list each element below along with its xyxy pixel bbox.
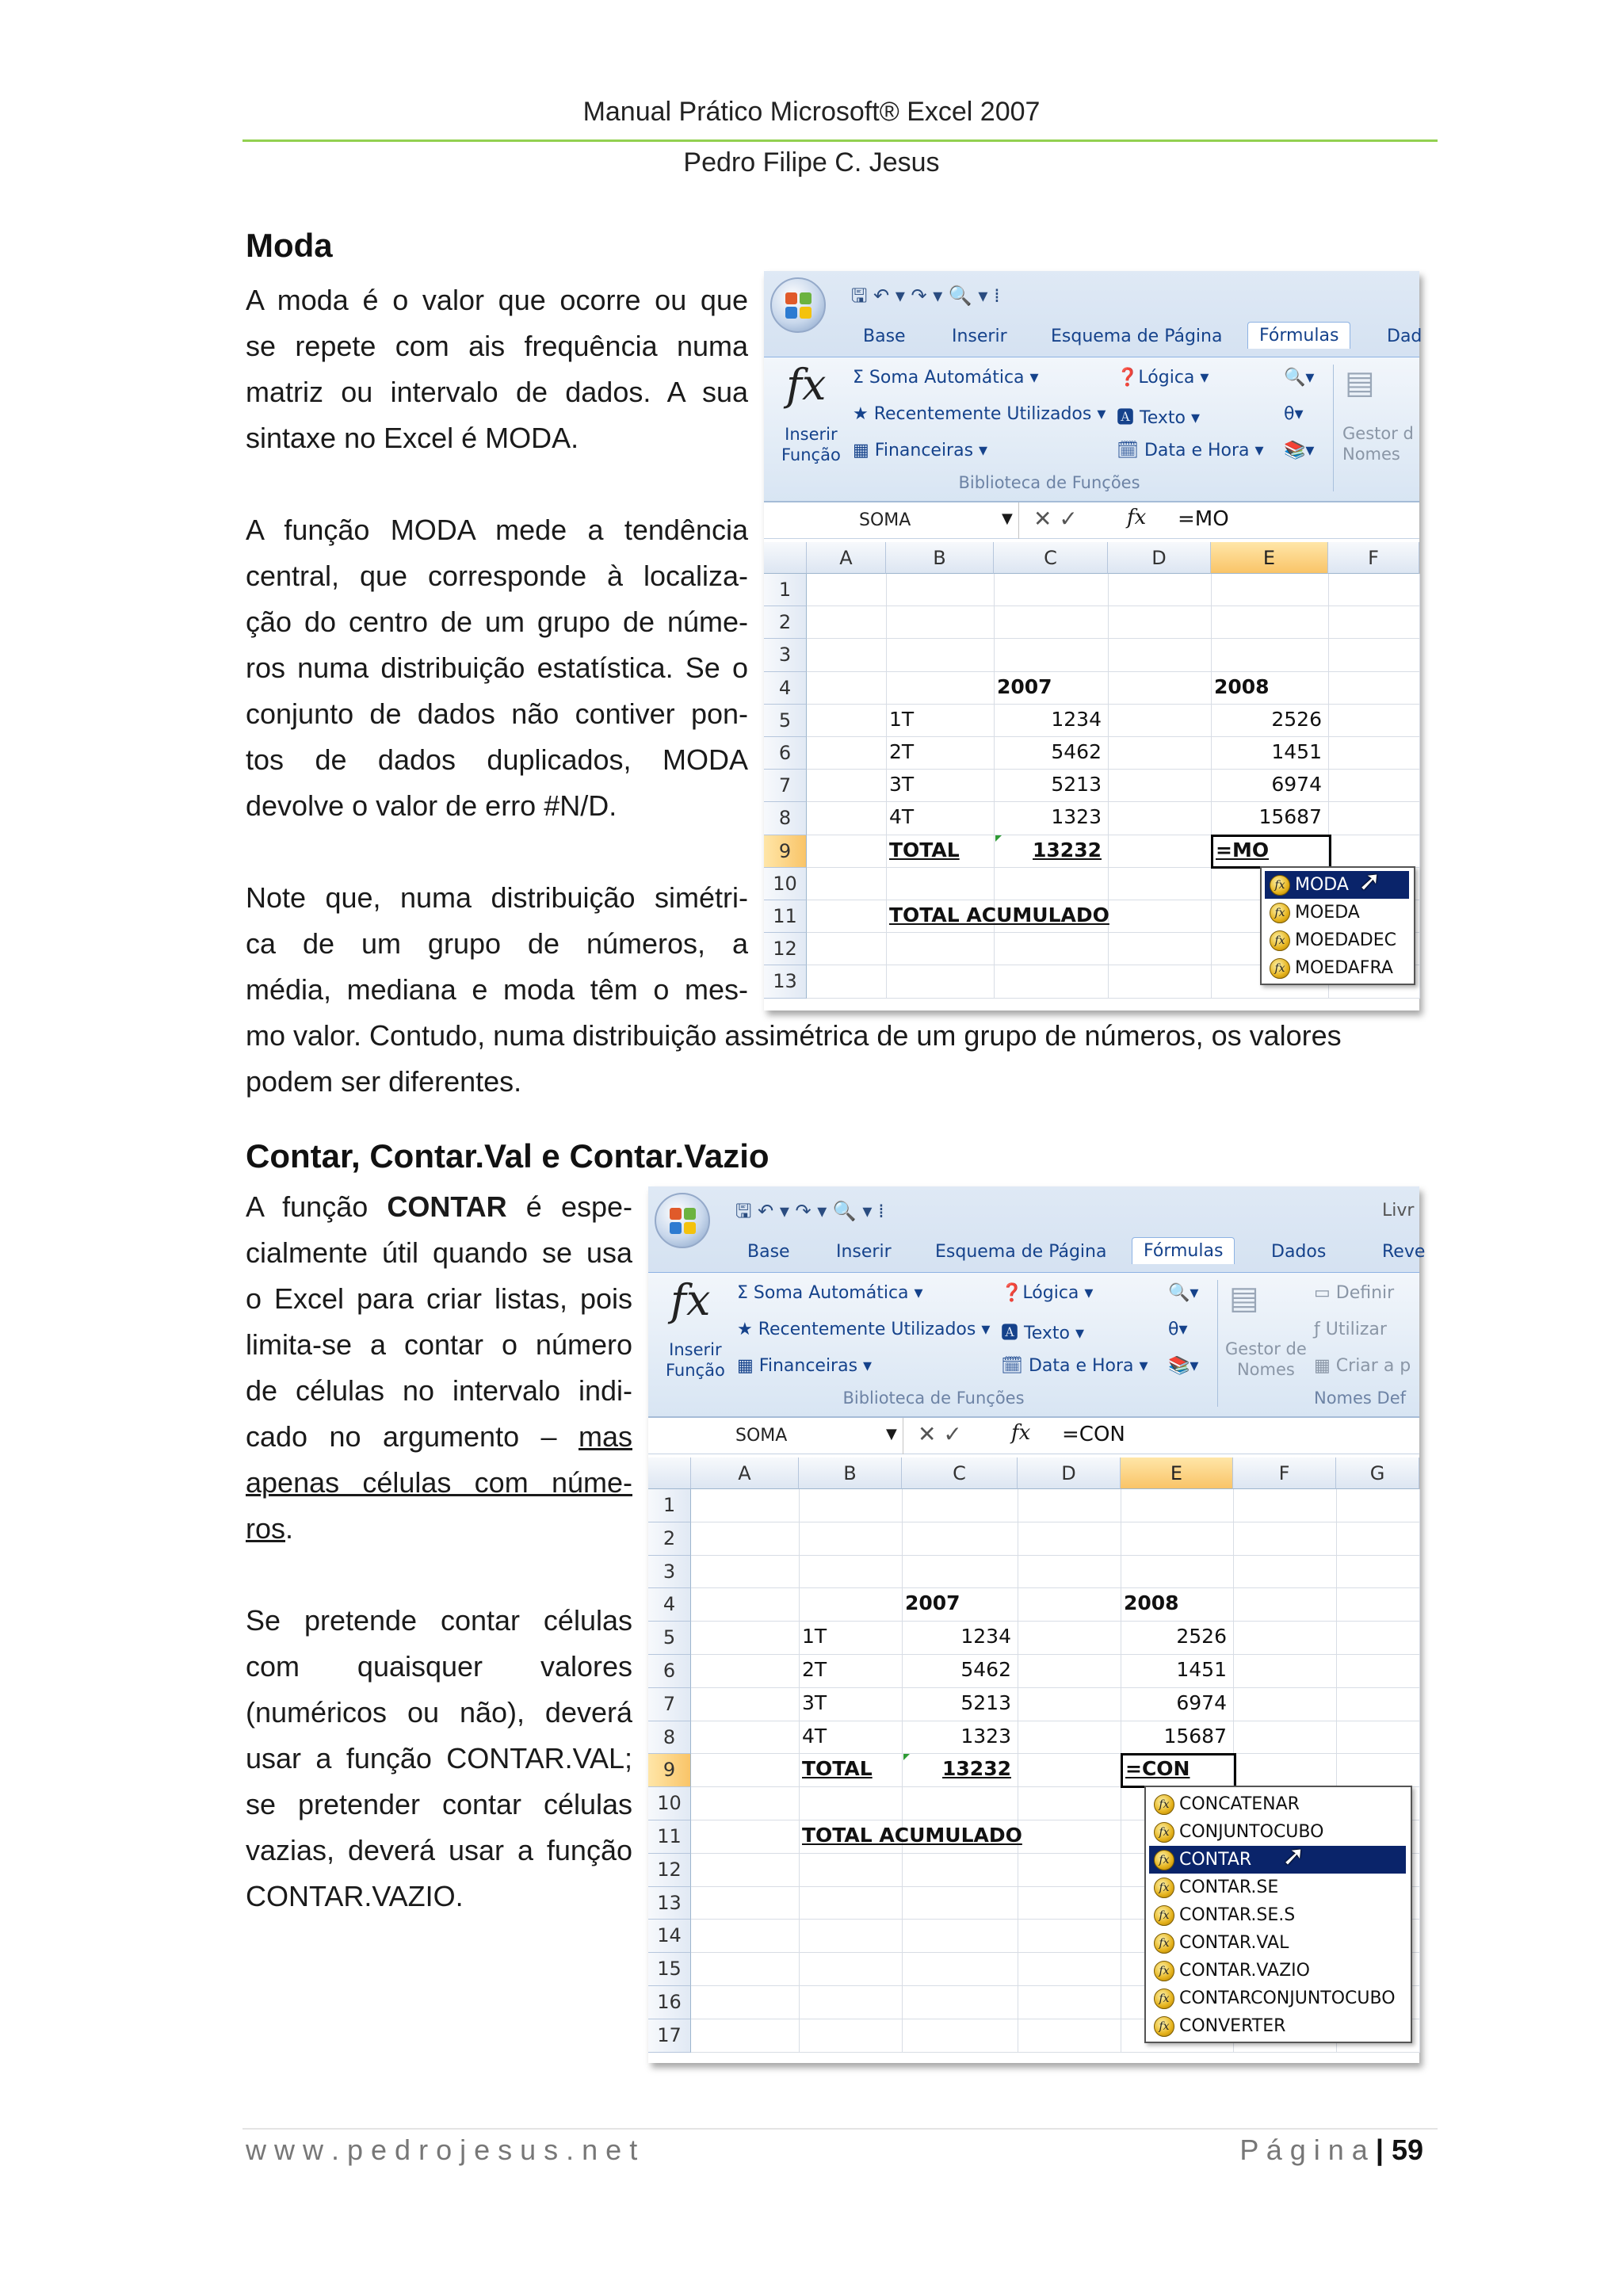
mouse-cursor-icon: ➚ — [1282, 1840, 1305, 1873]
function-icon: fx — [1154, 1850, 1174, 1870]
row-header[interactable]: 4 — [764, 672, 807, 705]
column-header[interactable]: F — [1328, 542, 1419, 574]
window-title: Livr — [1382, 1201, 1415, 1221]
tab-dados[interactable]: Dados — [1271, 1242, 1327, 1262]
text-button[interactable]: 🅰 Texto ▾ — [1117, 408, 1200, 428]
quick-access-toolbar[interactable]: 🖫 ↶ ▾ ↷ ▾ 🔍 ▾ ⁞ — [851, 285, 1000, 307]
grid-line — [807, 638, 1419, 639]
financial-icon: ▦ — [853, 441, 875, 460]
text-line: com quaisquer valores — [246, 1650, 632, 1683]
function-icon: fx — [1154, 1933, 1174, 1954]
use-in-formula-button[interactable]: ƒ Utilizar — [1314, 1320, 1387, 1339]
text-line: vazias, deverá usar a função — [246, 1834, 632, 1866]
more-functions-button[interactable]: 📚▾ — [1168, 1356, 1199, 1376]
lookup-button[interactable]: 🔍▾ — [1168, 1283, 1199, 1303]
grid-line — [807, 704, 1419, 705]
row-header[interactable]: 14 — [648, 1920, 691, 1953]
row-header[interactable]: 12 — [764, 933, 807, 965]
text-line: média, mediana e moda têm o mes- — [246, 973, 748, 1006]
tab-base[interactable]: Base — [747, 1242, 790, 1262]
text-line: Se pretende contar células — [246, 1604, 632, 1637]
formula-buttons[interactable]: ✕ ✓ — [918, 1421, 962, 1447]
name-manager-button[interactable]: Gestor d Nomes — [1342, 424, 1414, 464]
cell-value[interactable]: 5462 — [1051, 740, 1102, 763]
name-box[interactable]: SOMA — [764, 502, 1019, 539]
recent-button[interactable]: ★ Recentemente Utilizados ▾ — [737, 1320, 991, 1339]
error-indicator — [995, 835, 1002, 842]
footer-page: P á g i n a | 59 — [1239, 2134, 1423, 2166]
cell-quarter[interactable]: 1T — [889, 707, 915, 731]
define-name-button[interactable]: ▭ Definir — [1314, 1283, 1395, 1303]
recent-icon: ★ — [737, 1320, 758, 1339]
tab-esquema[interactable]: Esquema de Página — [935, 1242, 1107, 1262]
function-icon: fx — [1270, 875, 1290, 896]
row-header[interactable]: 7 — [764, 770, 807, 802]
row-header[interactable]: 8 — [764, 802, 807, 835]
row-header[interactable]: 11 — [764, 900, 807, 933]
autocomplete-item[interactable]: fx MOEDAFRA — [1265, 954, 1409, 982]
header-rule — [242, 139, 1438, 142]
page-number: 59 — [1391, 2134, 1423, 2166]
cell-value[interactable]: 6974 — [1271, 773, 1322, 797]
autocomplete-item[interactable]: fx CONTAR.SE.S — [1149, 1901, 1406, 1929]
cell-total-value[interactable]: 13232 — [942, 1757, 1011, 1781]
text-line: A função MODA mede a tendência — [246, 514, 748, 546]
insert-function-button[interactable]: Inserir Função — [781, 425, 841, 464]
name-manager-icon: ▤ — [1229, 1280, 1259, 1316]
lookup-button[interactable]: 🔍▾ — [1284, 368, 1315, 388]
text-line: mo valor. Contudo, numa distribuição assimétrica de um grupo de números, os valores — [246, 1019, 1342, 1052]
row-header[interactable]: 5 — [648, 1622, 691, 1655]
cell-total-label[interactable]: TOTAL — [802, 1757, 873, 1781]
text-line: A moda é o valor que ocorre ou que — [246, 284, 748, 316]
function-icon: fx — [1154, 1822, 1174, 1843]
select-all-corner[interactable] — [648, 1457, 691, 1489]
tab-rever[interactable]: Reve — [1382, 1242, 1426, 1262]
function-icon: fx — [1154, 1988, 1174, 2009]
office-button[interactable] — [770, 277, 826, 333]
tab-formulas[interactable]: Fórmulas — [1132, 1237, 1235, 1264]
document-title: Manual Prático Microsoft® Excel 2007 — [582, 97, 1041, 127]
autocomplete-item[interactable]: fx MOEDADEC — [1265, 926, 1409, 954]
cell-value[interactable]: 1323 — [960, 1724, 1011, 1748]
tab-inserir[interactable]: Inserir — [952, 327, 1007, 346]
function-library-label: Biblioteca de Funções — [842, 1389, 1025, 1408]
text-icon: 🅰 — [1001, 1324, 1024, 1343]
autocomplete-list[interactable] — [1260, 866, 1415, 985]
math-button[interactable]: θ▾ — [1284, 404, 1304, 424]
text-button[interactable]: 🅰 Texto ▾ — [1001, 1324, 1084, 1343]
name-manager-button[interactable]: Gestor de Nomes — [1225, 1339, 1307, 1379]
row-header[interactable]: 10 — [764, 868, 807, 900]
row-header[interactable]: 4 — [648, 1588, 691, 1622]
datetime-button[interactable]: 🗓 Data e Hora ▾ — [1117, 441, 1264, 460]
function-icon: fx — [1154, 1905, 1174, 1926]
cell-quarter[interactable]: 1T — [802, 1625, 827, 1648]
formula-input[interactable]: =MO — [1178, 507, 1229, 531]
function-icon: fx — [1270, 903, 1290, 923]
name-manager-icon: ▤ — [1345, 365, 1375, 401]
grid-line — [807, 736, 1419, 737]
tab-dados[interactable]: Dad — [1387, 327, 1423, 346]
cell-value[interactable]: 15687 — [1258, 805, 1322, 829]
defined-names-label: Nomes Def — [1314, 1389, 1407, 1408]
datetime-icon: 🗓 — [1117, 441, 1144, 460]
spreadsheet-grid[interactable] — [648, 1457, 1419, 2063]
text-line: se repete com ais frequência numa — [246, 330, 748, 362]
text-line: limita-se a contar o número — [246, 1328, 632, 1361]
section-heading-contar: Contar, Contar.Val e Contar.Vazio — [246, 1137, 769, 1175]
function-icon: fx — [1270, 930, 1290, 951]
math-button[interactable]: θ▾ — [1168, 1320, 1188, 1339]
fx-icon[interactable]: fx — [1011, 1421, 1031, 1445]
function-library-label: Biblioteca de Funções — [958, 473, 1140, 492]
text-line: ros numa distribuição estatística. Se o — [246, 651, 748, 684]
chevron-down-icon[interactable]: ▼ — [886, 1426, 897, 1442]
cell-total-label[interactable]: TOTAL — [889, 838, 960, 861]
row-header[interactable]: 3 — [648, 1556, 691, 1589]
datetime-icon: 🗓 — [1001, 1356, 1029, 1376]
row-header[interactable]: 2 — [764, 606, 807, 639]
row-header[interactable]: 1 — [648, 1489, 691, 1522]
grid-line — [691, 1555, 1419, 1556]
function-icon: fx — [1154, 2016, 1174, 2037]
recent-button[interactable]: ★ Recentemente Utilizados ▾ — [853, 404, 1106, 424]
cell-value[interactable]: 1451 — [1176, 1658, 1227, 1681]
cell-value[interactable]: 5213 — [960, 1690, 1011, 1714]
insert-function-icon[interactable]: fx — [670, 1275, 711, 1325]
column-header[interactable]: C — [994, 542, 1108, 574]
document-author: Pedro Filipe C. Jesus — [683, 147, 940, 178]
text-line: apenas células com núme- — [246, 1466, 632, 1499]
ribbon — [648, 1186, 1426, 1416]
fx-icon[interactable]: fx — [1127, 506, 1147, 529]
row-header[interactable]: 9 — [648, 1754, 691, 1787]
column-header[interactable]: F — [1233, 1457, 1336, 1489]
text-line: o Excel para criar listas, pois — [246, 1282, 632, 1315]
error-indicator — [903, 1754, 910, 1760]
text-line: central, que corresponde à localiza- — [246, 560, 748, 592]
financial-button[interactable]: ▦ Financeiras ▾ — [853, 441, 988, 460]
select-all-corner[interactable] — [764, 542, 807, 574]
formula-bar — [764, 501, 1419, 539]
cell-value[interactable]: 1451 — [1271, 740, 1322, 763]
autocomplete-item[interactable]: fx MOEDA — [1265, 899, 1409, 926]
function-icon: fx — [1270, 958, 1290, 979]
tab-base[interactable]: Base — [863, 327, 906, 346]
chevron-down-icon[interactable]: ▼ — [1002, 510, 1013, 527]
recent-icon: ★ — [853, 404, 874, 424]
row-header[interactable]: 5 — [764, 705, 807, 737]
column-header[interactable]: G — [1336, 1457, 1419, 1489]
grid-line — [799, 1489, 800, 2053]
text-line: usar a função CONTAR.VAL; — [246, 1742, 632, 1775]
row-header[interactable]: 13 — [764, 965, 807, 998]
name-box[interactable]: SOMA — [648, 1418, 903, 1454]
autocomplete-item[interactable]: fx MODA — [1265, 871, 1409, 899]
text-line: (numéricos ou não), deverá — [246, 1696, 632, 1729]
row-header[interactable]: 12 — [648, 1854, 691, 1887]
cell-year[interactable]: 2008 — [1124, 1591, 1179, 1615]
cell-value[interactable]: 15687 — [1163, 1724, 1227, 1748]
insert-function-icon[interactable]: fx — [786, 360, 827, 410]
row-header[interactable]: 8 — [648, 1721, 691, 1755]
text-line: tos de dados duplicados, MODA — [246, 743, 748, 776]
row-header[interactable]: 9 — [764, 835, 807, 868]
row-header[interactable]: 10 — [648, 1787, 691, 1820]
grid-line — [691, 1654, 1419, 1655]
section-heading-moda: Moda — [246, 227, 333, 264]
cell-accumulated-label[interactable]: TOTAL ACUMULADO — [802, 1824, 1022, 1847]
grid-line — [691, 1753, 1419, 1754]
text-line: cado no argumento – mas — [246, 1420, 632, 1453]
cell-value[interactable]: 1323 — [1051, 805, 1102, 829]
cell-year[interactable]: 2007 — [997, 674, 1052, 698]
text-line: sintaxe no Excel é MODA. — [246, 422, 579, 454]
row-header[interactable]: 2 — [648, 1522, 691, 1556]
cell-quarter[interactable]: 3T — [802, 1690, 827, 1714]
formula-buttons[interactable]: ✕ ✓ — [1033, 506, 1078, 532]
text-line: se pretender contar células — [246, 1788, 632, 1820]
ribbon — [764, 271, 1423, 501]
text-line: ca de um grupo de números, a — [246, 927, 748, 960]
text-line: matriz ou intervalo de dados. A sua — [246, 376, 748, 408]
mouse-cursor-icon: ➚ — [1358, 865, 1381, 897]
column-header[interactable]: D — [1108, 542, 1211, 574]
cell-quarter[interactable]: 4T — [889, 805, 915, 829]
column-header[interactable]: A — [691, 1457, 799, 1489]
financial-button[interactable]: ▦ Financeiras ▾ — [737, 1356, 873, 1376]
autocomplete-item[interactable]: fx CONTAR.SE — [1149, 1874, 1406, 1901]
insert-function-button[interactable]: Inserir Função — [666, 1340, 725, 1380]
autocomplete-item[interactable]: fx CONTAR.VAZIO — [1149, 1957, 1406, 1985]
datetime-button[interactable]: 🗓 Data e Hora ▾ — [1001, 1356, 1148, 1376]
tab-esquema[interactable]: Esquema de Página — [1051, 327, 1223, 346]
logical-icon: ❓ — [1001, 1283, 1023, 1303]
cell-value[interactable]: 1234 — [1051, 707, 1102, 731]
logical-button[interactable]: ❓Lógica ▾ — [1001, 1283, 1094, 1303]
active-cell-text: =CON — [1125, 1757, 1190, 1781]
autosum-button[interactable]: Σ Soma Automática ▾ — [737, 1283, 923, 1303]
text-line: cialmente útil quando se usa — [246, 1236, 632, 1269]
cell-value[interactable]: 2526 — [1176, 1625, 1227, 1648]
row-header[interactable]: 1 — [764, 574, 807, 606]
autocomplete-item[interactable]: fx CONCATENAR — [1149, 1790, 1406, 1818]
cell-year[interactable]: 2007 — [905, 1591, 960, 1615]
footer-rule — [242, 2128, 1438, 2130]
column-header[interactable]: E — [1211, 542, 1328, 574]
spreadsheet-grid[interactable] — [764, 542, 1419, 1010]
cell-quarter[interactable]: 2T — [802, 1658, 827, 1681]
text-line: devolve o valor de erro #N/D. — [246, 789, 617, 822]
cell-value[interactable]: 2526 — [1271, 707, 1322, 731]
cell-value[interactable]: 6974 — [1176, 1690, 1227, 1714]
text-line: podem ser diferentes. — [246, 1065, 522, 1098]
row-header[interactable]: 17 — [648, 2019, 691, 2053]
column-header[interactable]: D — [1018, 1457, 1121, 1489]
grid-line — [691, 1587, 1419, 1588]
autocomplete-item[interactable]: fx CONJUNTOCUBO — [1149, 1818, 1406, 1846]
cell-accumulated-label[interactable]: TOTAL ACUMULADO — [889, 904, 1109, 926]
autocomplete-item[interactable]: fx CONTAR.VAL — [1149, 1929, 1406, 1957]
autocomplete-item[interactable]: fx CONTAR — [1149, 1846, 1406, 1874]
cell-quarter[interactable]: 2T — [889, 740, 915, 763]
grid-line — [1108, 574, 1109, 999]
text-line: ros. — [246, 1512, 294, 1545]
row-header[interactable]: 3 — [764, 639, 807, 671]
quick-access-toolbar[interactable]: 🖫 ↶ ▾ ↷ ▾ 🔍 ▾ ⁞ — [735, 1200, 884, 1222]
column-header[interactable]: C — [902, 1457, 1018, 1489]
office-button[interactable] — [655, 1193, 710, 1248]
autocomplete-item[interactable]: fx CONVERTER — [1149, 2012, 1406, 2040]
grid-line — [807, 769, 1419, 770]
row-header[interactable]: 11 — [648, 1820, 691, 1854]
column-header[interactable]: B — [799, 1457, 902, 1489]
footer-site: w w w . p e d r o j e s u s . n e t — [246, 2134, 638, 2166]
formula-bar — [648, 1416, 1419, 1454]
grid-line — [807, 671, 1419, 672]
function-icon: fx — [1154, 1794, 1174, 1815]
function-icon: fx — [1154, 1961, 1174, 1981]
cell-quarter[interactable]: 4T — [802, 1724, 827, 1748]
financial-icon: ▦ — [737, 1356, 759, 1376]
grid-line — [1419, 1489, 1420, 2053]
function-icon: fx — [1154, 1878, 1174, 1898]
text-line: CONTAR.VAZIO. — [246, 1880, 464, 1912]
row-header[interactable]: 6 — [648, 1655, 691, 1688]
text-line: A função CONTAR é espe- — [246, 1190, 632, 1223]
grid-line — [807, 998, 1419, 999]
column-header[interactable]: E — [1121, 1457, 1233, 1489]
grid-line — [807, 801, 1419, 802]
cell-value[interactable]: 1234 — [960, 1625, 1011, 1648]
row-header[interactable]: 16 — [648, 1986, 691, 2019]
autocomplete-item[interactable]: fx CONTARCONJUNTOCUBO — [1149, 1985, 1406, 2012]
create-from-selection-button[interactable]: ▦ Criar a p — [1314, 1356, 1411, 1376]
grid-line — [1419, 574, 1420, 999]
text-line: conjunto de dados não contiver pon- — [246, 697, 748, 730]
active-cell-text: =MO — [1216, 838, 1270, 861]
column-header[interactable]: A — [807, 542, 886, 574]
excel-screenshot-contar — [648, 1186, 1426, 2063]
cell-value[interactable]: 5462 — [960, 1658, 1011, 1681]
text-line: Note que, numa distribuição simétri- — [246, 881, 748, 914]
grid-line — [691, 2052, 1419, 2053]
cell-total-value[interactable]: 13232 — [1033, 838, 1102, 861]
text-line: de células no intervalo indi- — [246, 1374, 632, 1407]
row-header[interactable]: 13 — [648, 1887, 691, 1920]
autocomplete-list[interactable] — [1144, 1786, 1412, 2043]
cell-quarter[interactable]: 3T — [889, 773, 915, 797]
grid-line — [886, 574, 887, 999]
logical-icon: ❓ — [1117, 368, 1139, 388]
excel-screenshot-moda — [764, 271, 1423, 1010]
column-header[interactable]: B — [886, 542, 994, 574]
tab-inserir[interactable]: Inserir — [836, 1242, 892, 1262]
cell-year[interactable]: 2008 — [1214, 674, 1270, 698]
grid-line — [691, 1687, 1419, 1688]
row-header[interactable]: 6 — [764, 737, 807, 770]
tab-formulas[interactable]: Fórmulas — [1247, 322, 1350, 349]
grid-line — [691, 1621, 1419, 1622]
cell-value[interactable]: 5213 — [1051, 773, 1102, 797]
text-line: ção do centro de um grupo de núme- — [246, 606, 748, 638]
autosum-button[interactable]: Σ Soma Automática ▾ — [853, 368, 1039, 388]
formula-input[interactable]: =CON — [1062, 1423, 1125, 1446]
more-functions-button[interactable]: 📚▾ — [1284, 441, 1315, 460]
text-icon: 🅰 — [1117, 408, 1140, 428]
row-header[interactable]: 7 — [648, 1688, 691, 1721]
logical-button[interactable]: ❓Lógica ▾ — [1117, 368, 1209, 388]
row-header[interactable]: 15 — [648, 1953, 691, 1986]
